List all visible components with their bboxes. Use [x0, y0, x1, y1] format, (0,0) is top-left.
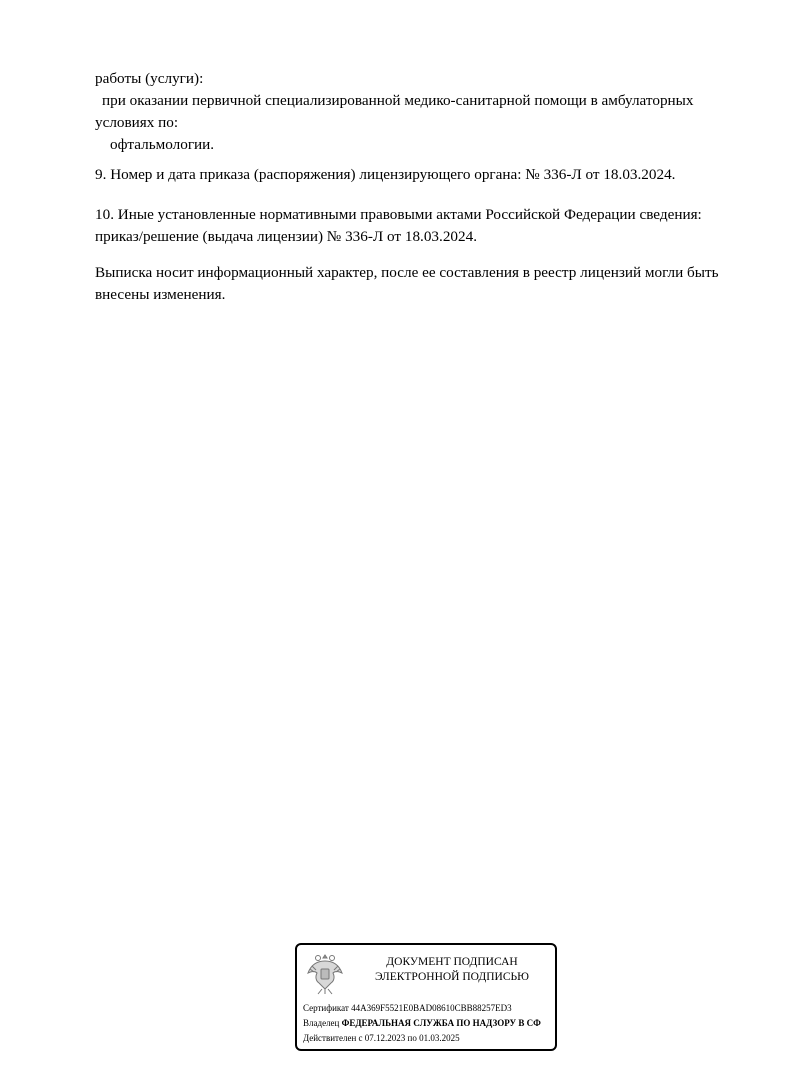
owner-label: Владелец — [303, 1018, 340, 1028]
stamp-details — [303, 1001, 557, 1046]
services-line: при оказании первичной специализированной медико-санитарной помощи в амбулаторных — [102, 92, 694, 109]
disclaimer-line: внесены изменения. — [95, 286, 226, 303]
disclaimer-line: Выписка носит информационный характер, после ее составления в реестр лицензий могли быть — [95, 264, 719, 281]
owner-value: ФЕДЕРАЛЬНАЯ СЛУЖБА ПО НАДЗОРУ В СФ — [341, 1018, 541, 1028]
services-heading: работы (услуги): — [95, 70, 204, 87]
item-10 — [95, 204, 765, 248]
owner-row — [303, 1016, 557, 1031]
item-9-text: 9. Номер и дата приказа (распоряжения) лицензирующего органа: № 336-Л от 18.03.2024. — [95, 166, 676, 183]
services-line: условиях по: — [95, 114, 179, 131]
stamp-title-line: ЭЛЕКТРОННОЙ ПОДПИСЬЮ — [375, 971, 529, 983]
services-block — [95, 68, 765, 156]
certificate-number: Сертификат 44A369F5521E0BAD08610CBB88257ED3 — [303, 1003, 512, 1013]
item-10-line: 10. Иные установленные нормативными правовыми актами Российской Федерации сведения: — [95, 206, 702, 223]
stamp-title — [357, 955, 547, 985]
item-9 — [95, 164, 765, 186]
services-item: офтальмологии. — [110, 136, 215, 153]
stamp-title-line: ДОКУМЕНТ ПОДПИСАН — [386, 956, 518, 968]
double-headed-eagle-emblem-icon — [305, 951, 345, 995]
item-10-line: приказ/решение (выдача лицензии) № 336-Л от 18.03.2024. — [95, 228, 477, 245]
electronic-signature-stamp — [295, 943, 557, 1051]
disclaimer-note — [95, 262, 765, 306]
validity-period: Действителен с 07.12.2023 по 01.03.2025 — [303, 1033, 460, 1043]
